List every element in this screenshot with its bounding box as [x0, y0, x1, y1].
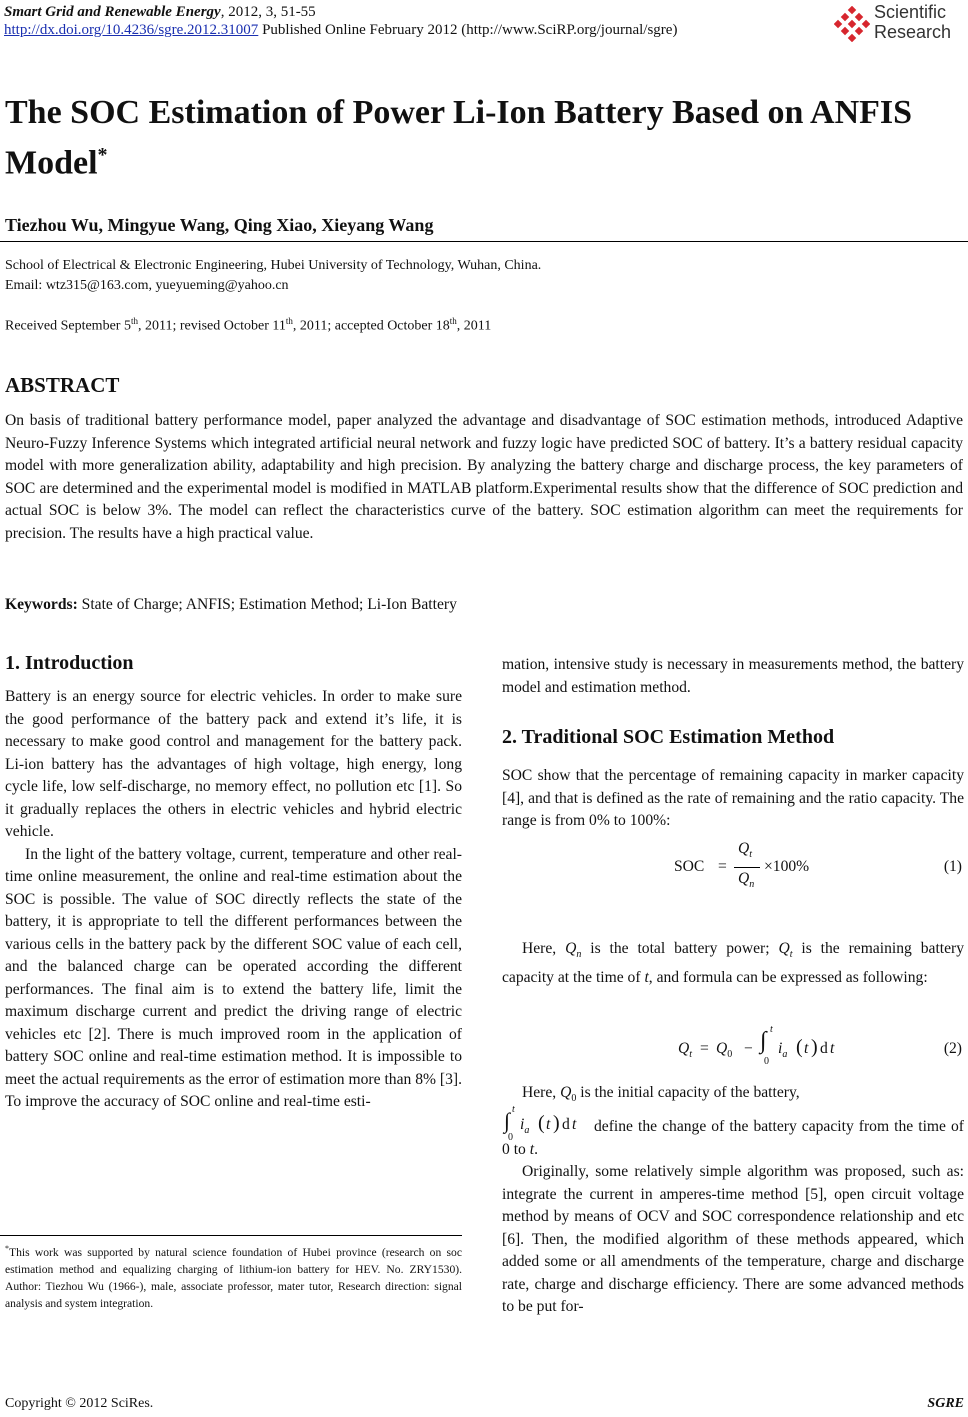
doi-link[interactable]: http://dx.doi.org/10.4236/sgre.2012.31007 [4, 22, 259, 38]
eq2-lower-limit: 0 [764, 1056, 769, 1067]
inline-rparen: ) [553, 1112, 560, 1134]
eq2-rparen: ) [811, 1036, 818, 1058]
eq1-number: (1) [943, 858, 962, 875]
eq2-minus: − [744, 1040, 753, 1057]
equation-1 [502, 838, 964, 898]
logo-line-2: Research [874, 22, 952, 42]
footnote-mark: * [5, 1244, 9, 1253]
eq1-denominator: $Q_n$ [738, 870, 755, 891]
title-footnote-mark: * [97, 144, 108, 166]
logo-line-1: Scientific [874, 2, 947, 22]
algorithms-paragraph: Originally, some relatively simple algorithm was proposed, such as: integrate the current in amperes-time method [5], open circuit voltage method by means of OCV and SOC correspondence relationship and etc [6]. Then, the modified algorithm of these methods appeared, which added some or all amendments of the temperature, charge and discharge rate, charge and discharge efficiency. There are some advanced methods to be put for- [502, 1163, 964, 1315]
inline-dt: t [572, 1116, 577, 1133]
intro-continuation: mation, intensive study is necessary in measurements method, the battery model and estimation method. [502, 656, 964, 696]
inline-integral-sign: ∫ [504, 1108, 511, 1133]
abstract-body: On basis of traditional battery performance model, paper analyzed the advantage and disadvantage of SOC estimation methods, introduced Adaptive Neuro-Fuzzy Inference Systems which integrated artificial neural network and fuzzy logic have predicted SOC of battery. It’s a battery residual capacity model with more generalization ability, adaptability and high precision. By analyzing the battery charge and discharge process, the key parameters of SOC are determined and the experimental model is modified in MATLAB platform.Experimental results show that the difference of SOC prediction and actual SOC is below 3%. The model can reflect the characteristics curve of the battery. SOC estimation algorithm can meet the requirements for precision. The results have a high practical value. [5, 412, 963, 542]
eq2-time: t [804, 1040, 809, 1057]
eq2-d: d [820, 1040, 828, 1057]
accepted-text: , 2011; accepted October 18 [292, 318, 450, 334]
keywords-text: State of Charge; ANFIS; Estimation Method; Li-Ion Battery [77, 596, 457, 613]
eq2-current: $i_a$ [778, 1040, 788, 1061]
year-text: , 2011 [456, 318, 492, 334]
affiliation: School of Electrical & Electronic Engineering, Hubei University of Technology, Wuhan, China. [5, 258, 542, 273]
scirp-logo-icon [834, 6, 870, 42]
eq2-lparen: ( [796, 1036, 803, 1058]
section-1-heading: 1. Introduction [5, 652, 134, 674]
section-2-heading: 2. Traditional SOC Estimation Method [502, 726, 835, 748]
inline-lparen: ( [538, 1112, 545, 1134]
inline-lower-limit: 0 [508, 1132, 513, 1143]
eq2-integral: ∫ [760, 1028, 767, 1054]
journal-name: Smart Grid and Renewable Energy [4, 4, 221, 20]
journal-citation [4, 3, 316, 21]
inline-upper-limit: t [512, 1104, 515, 1115]
affiliation-block [5, 256, 541, 296]
paper-title-text: The SOC Estimation of Power Li-Ion Battery Based on ANFIS Model [5, 94, 913, 182]
equation-2 [502, 1020, 964, 1070]
received-text: Received September 5 [5, 318, 131, 334]
keywords [5, 596, 457, 614]
footnote [5, 1240, 462, 1312]
inline-d: d [562, 1116, 570, 1133]
eq2-upper-limit: t [770, 1024, 773, 1035]
doi-line [4, 21, 677, 39]
right-column [502, 654, 964, 699]
qn-qt-paragraph: Here, $Q_n$ is the total battery power; $Q_t$ is the remaining battery capacity at the time of t, and formula can be expressed as following: [502, 940, 965, 986]
ordinal-suffix: th [449, 316, 457, 326]
received-dates [5, 316, 491, 335]
inline-time: t [546, 1116, 551, 1133]
eq1-soc: SOC [674, 858, 705, 875]
ordinal-suffix: th [285, 316, 293, 326]
revised-text: , 2011; revised October 11 [137, 318, 286, 334]
eq1-numerator: $Q_t$ [738, 840, 753, 861]
footnote-text: This work was supported by natural science foundation of Hubei province (research on soc estimation method and equalizing charging of lithium-ion battery for HEV. No. ZRY1530). Author: Tiezhou Wu (1966-), male, associate professor, mater tutor, Research direction: signal analysis and system integration. [5, 1245, 462, 1310]
journal-issue: , 2012, 3, 51-55 [220, 4, 316, 20]
eq1-equals: = [718, 858, 727, 875]
published-online: Published Online February 2012 (http://www.SciRP.org/journal/sgre) [258, 22, 678, 38]
copyright: Copyright © 2012 SciRes. [5, 1396, 154, 1411]
eq1-fraction-bar [734, 867, 760, 868]
eq2-equals: = [700, 1040, 709, 1057]
eq2-number: (2) [943, 1040, 962, 1057]
journal-abbreviation: SGRE [927, 1396, 964, 1411]
integral-definition-paragraph: define the change of the battery capacity from the time of 0 to t. [502, 1118, 964, 1158]
left-column [5, 686, 462, 1114]
inline-current: $i_a$ [520, 1116, 530, 1137]
authors: Tiezhou Wu, Mingyue Wang, Qing Xiao, Xieyang Wang [5, 215, 434, 235]
ordinal-suffix: th [130, 316, 138, 326]
q0-paragraph: Here, $Q_0$ is the initial capacity of the battery, [522, 1084, 800, 1105]
eq2-q0: $Q_0$ [716, 1040, 733, 1061]
logo-text [874, 2, 951, 42]
abstract-heading: ABSTRACT [5, 373, 120, 397]
keywords-label: Keywords: [5, 596, 78, 613]
eq1-times-100: ×100% [764, 858, 810, 875]
divider [0, 241, 968, 242]
soc-definition-paragraph: SOC show that the percentage of remaining capacity in marker capacity [4], and that is defined as the rate of remaining and the ratio capacity. The range is from 0% to 100%: [502, 767, 964, 829]
eq2-qt: $Q_t$ [678, 1040, 693, 1061]
footnote-divider [0, 1235, 462, 1236]
eq2-dt: t [830, 1040, 835, 1057]
paper-title [5, 92, 945, 184]
email: Email: wtz315@163.com, yueyueming@yahoo.cn [5, 278, 289, 293]
intro-paragraph-1: Battery is an energy source for electric vehicles. In order to make sure the good performance of the battery pack and extend it’s life, it is necessary to make good control and management for the battery pack. Li-ion battery has the advantages of high voltage, high energy, long cycle life, low self-discharge, no memory effect, no pollution etc [1]. So it gradually replaces the others in electric vehicles and hybrid electric vehicle. [5, 688, 462, 840]
publisher-logo [834, 2, 964, 46]
intro-paragraph-2: In the light of the battery voltage, current, temperature and other real-time online measurement, the online and real-time estimation about the SOC is possible. The value of SOC directly reflects the state of the battery, it is appropriate to tell the different performances between the various cells in the battery pack by the different SOC value of each cell, and the balanced charge can be operated according the different performances. The final aim is to extend the battery life, limit the maximum discharge current and predict the driving range of electric vehicles etc [2]. There is much improved room in the application of battery SOC online and real-time estimation method. It is impossible to meet the actual requirements as the error of estimation more than 8% [3]. To improve the accuracy of SOC online and real-time esti- [5, 845, 462, 1110]
